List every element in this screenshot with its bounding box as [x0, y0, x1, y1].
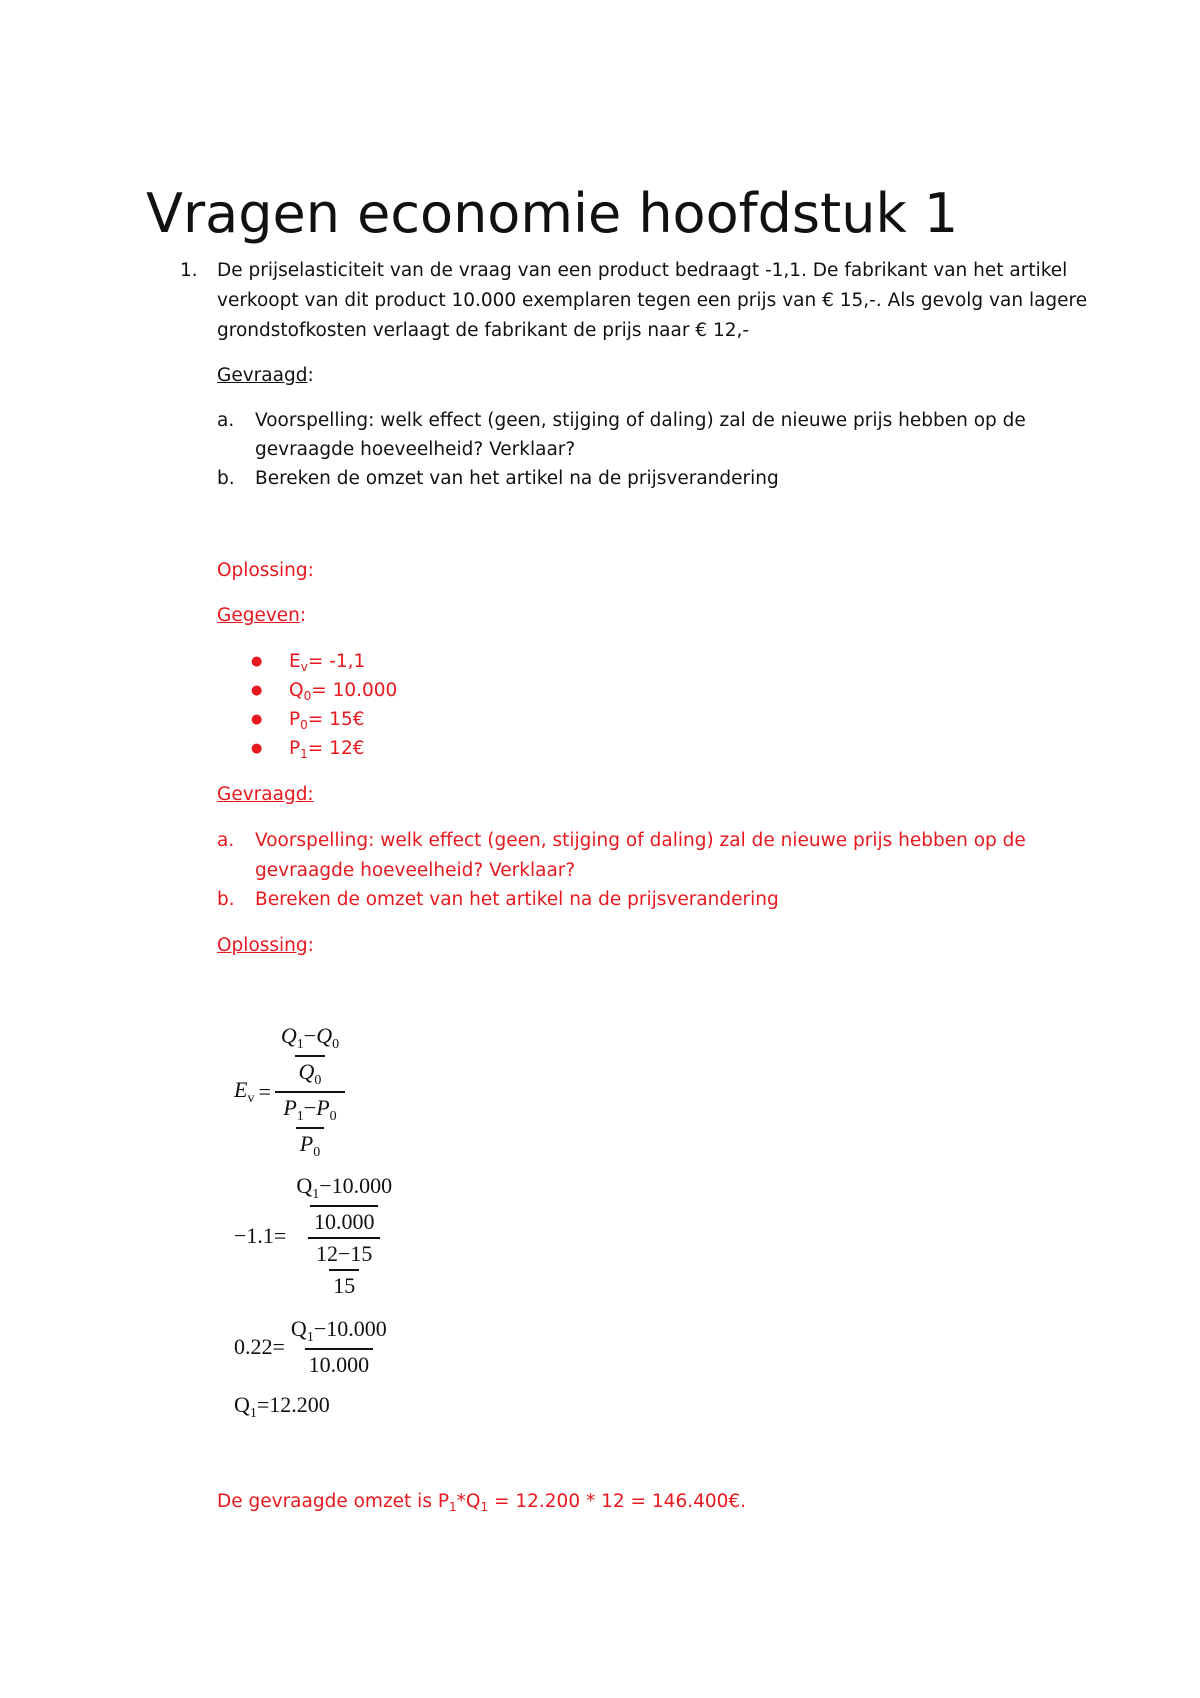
given-p0: ● $P_0=$ 15€ — [289, 705, 365, 735]
oplossing-heading: Oplossing: — [217, 560, 314, 581]
question-line-1: De prijselasticiteit van de vraag van een product bedraagt -1,1. De fabrikant van het artikel — [217, 260, 1068, 281]
gegeven-label: Gegeven — [217, 605, 300, 626]
item-b-marker: b. — [217, 468, 235, 489]
formula-result: $Q_1=12.200$ — [234, 1392, 330, 1421]
gegeven-colon: : — [299, 605, 307, 626]
gegeven-heading — [217, 601, 306, 631]
item-a-line-1: Voorspelling: welk effect (geen, stijging of daling) zal de nieuwe prijs hebben op de — [255, 410, 1026, 431]
item-a-line-2: gevraagde hoeveelheid? Verklaar? — [255, 439, 576, 460]
question-line-2: verkoopt van dit product 10.000 exemplaren tegen een prijs van € 15,-. Als gevolg van lagere — [217, 290, 1088, 311]
formula-substitution: −1.1= $\frac{\frac{Q_1-10.000}{10.000}}{\frac{12-15}{15}}$ — [234, 1173, 393, 1298]
formula-simplified: 0.22= $\frac{Q_1-10.000}{10.000}$ — [234, 1316, 387, 1377]
sol-item-b-line-1: Bereken de omzet van het artikel na de prijsverandering — [255, 889, 779, 910]
oplossing2-label: Oplossing — [217, 935, 308, 956]
final-answer: De gevraagde omzet is $P_1*Q_1 = 12.200 * 12$ = 146.400€. — [217, 1491, 747, 1514]
gevraagd-colon: : — [307, 365, 314, 386]
sol-item-a-marker: a. — [217, 830, 235, 851]
question-number: 1. — [180, 260, 198, 281]
question-line-3: grondstofkosten verlaagt de fabrikant de prijs naar € 12,- — [217, 320, 750, 341]
gevraagd-label: Gevraagd — [217, 365, 308, 386]
sol-item-b-marker: b. — [217, 889, 235, 910]
sol-item-a-line-2: gevraagde hoeveelheid? Verklaar? — [255, 860, 576, 881]
gevraagd-heading — [217, 361, 314, 391]
oplossing-heading-2 — [217, 931, 314, 961]
given-p1: ● $P_1=$ 12€ — [289, 734, 365, 764]
given-q0: ● $Q_0= 10.000$ — [289, 676, 397, 706]
formula-elasticity: $E_v$ = $\frac{\frac{Q_1-Q_0}{Q_0}}{\frac{P_1-P_0}{P_0}}$ — [234, 1023, 347, 1161]
sol-item-a-line-1: Voorspelling: welk effect (geen, stijging of daling) zal de nieuwe prijs hebben op de — [255, 830, 1026, 851]
page-title: Vragen economie hoofdstuk 1 — [146, 182, 959, 246]
item-a-marker: a. — [217, 410, 235, 431]
given-ev: ● $E_v= -1,1$ — [289, 647, 365, 677]
oplossing2-colon: : — [307, 935, 314, 956]
item-b-line-1: Bereken de omzet van het artikel na de prijsverandering — [255, 468, 779, 489]
gevraagd-heading-red: Gevraagd: — [217, 784, 314, 805]
